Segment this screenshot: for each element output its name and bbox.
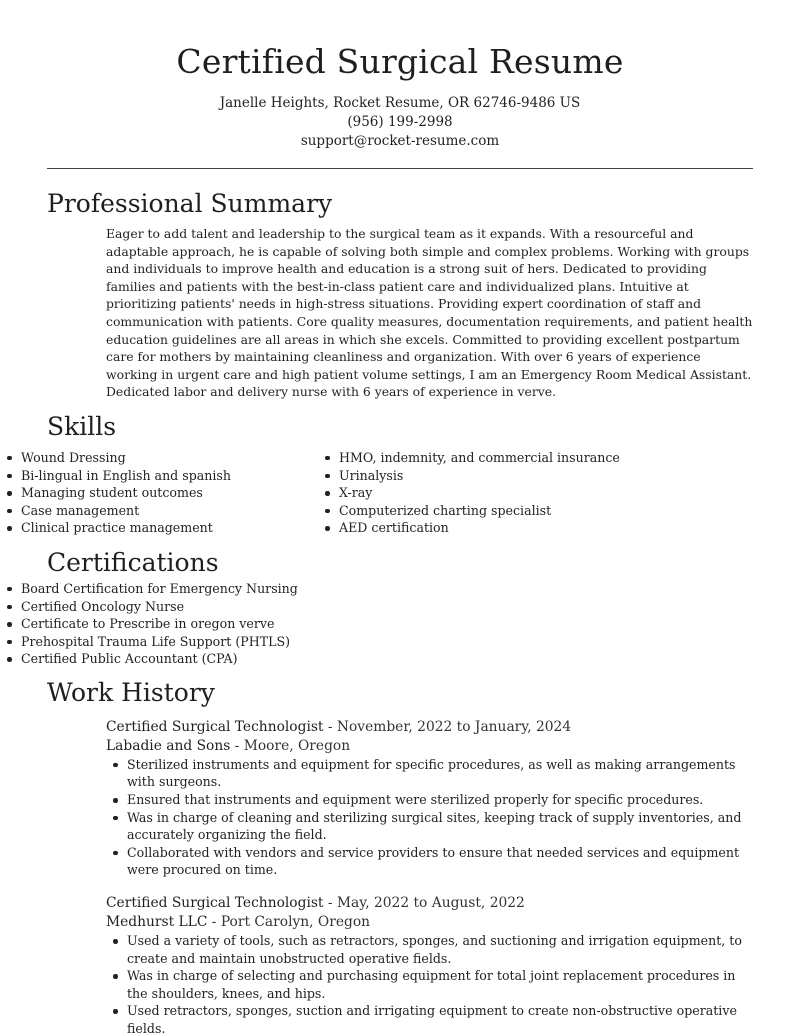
skill-item: Computerized charting specialist: [318, 502, 648, 520]
skills-list-right: [318, 449, 648, 537]
certification-item: Certificate to Prescribe in oregon verve: [0, 615, 800, 633]
job-duty: Collaborated with vendors and service providers to ensure that needed services and equipment were procured on time.: [106, 844, 753, 879]
certification-item: Certified Public Accountant (CPA): [0, 650, 800, 668]
job-duty: Used retractors, sponges, suction and irrigating equipment to create non-obstructive operative fields.: [106, 1002, 753, 1035]
certification-item: Board Certification for Emergency Nursing: [0, 580, 800, 598]
job-entry: [106, 894, 753, 1035]
resume-title: Certified Surgical Resume: [176, 42, 624, 81]
skill-item: AED certification: [318, 519, 648, 537]
job-duties-list: [106, 932, 753, 1035]
certifications-list: [0, 580, 800, 668]
contact-phone: (956) 199-2998: [347, 114, 453, 130]
section-title-summary: Professional Summary: [47, 189, 333, 218]
contact-address: Janelle Heights, Rocket Resume, OR 62746-9486 US: [219, 95, 581, 111]
section-title-work-history: Work History: [47, 677, 215, 707]
certification-item: Certified Oncology Nurse: [0, 598, 800, 616]
job-company-line: [106, 913, 753, 932]
section-title-certifications: Certifications: [47, 547, 219, 577]
skill-item: Managing student outcomes: [0, 484, 318, 502]
contact-email: support@rocket-resume.com: [300, 133, 500, 149]
job-dates: - November, 2022 to January, 2024: [323, 718, 572, 735]
skills-grid: [0, 449, 800, 537]
job-duty: Was in charge of selecting and purchasing equipment for total joint replacement procedures in the shoulders, knees, and hips.: [106, 967, 753, 1002]
job-company-line: [106, 737, 753, 756]
header-divider: [47, 168, 753, 169]
skill-item: Wound Dressing: [0, 449, 318, 467]
resume-header: [0, 0, 800, 151]
job-title-line: [106, 894, 753, 913]
skills-list-left: [0, 449, 318, 537]
job-duty: Used a variety of tools, such as retractors, sponges, and suctioning and irrigation equipment, to create and maintain unobstructed operative fields.: [106, 932, 753, 967]
certification-item: Prehospital Trauma Life Support (PHTLS): [0, 633, 800, 651]
skill-item: Case management: [0, 502, 318, 520]
skill-item: Urinalysis: [318, 467, 648, 485]
job-location: - Moore, Oregon: [230, 737, 351, 754]
job-location: - Port Carolyn, Oregon: [207, 914, 371, 931]
job-duties-list: [106, 756, 753, 879]
job-company: Labadie and Sons: [106, 737, 231, 754]
skill-item: Clinical practice management: [0, 519, 318, 537]
job-dates: - May, 2022 to August, 2022: [323, 895, 525, 912]
job-title: Certified Surgical Technologist: [106, 895, 324, 912]
job-title-line: [106, 718, 753, 737]
job-entry: [106, 718, 753, 879]
summary-text: Eager to add talent and leadership to the surgical team as it expands. With a resourceful and adaptable approach, he is capable of solving both simple and complex problems. Working with groups and individuals to improve health and education is a strong suit of hers. Dedicated to providing families and patients with the best-in-class patient care and individualized plans. Intuitive at prioritizing patients' needs in high-stress situations. Providing expert coordination of staff and communication with patients. Core quality measures, documentation requirements, and patient health education guidelines are all areas in which she excels. Committed to providing excellent postpartum care for mothers by maintaining cleanliness and organization. With over 6 years of experience working in urgent care and high patient volume settings, I am an Emergency Room Medical Assistant. Dedicated labor and delivery nurse with 6 years of experience in verve.: [106, 226, 753, 400]
job-title: Certified Surgical Technologist: [106, 718, 324, 735]
skill-item: HMO, indemnity, and commercial insurance: [318, 449, 648, 467]
skill-item: X-ray: [318, 484, 648, 502]
job-duty: Ensured that instruments and equipment were sterilized properly for specific procedures.: [106, 791, 753, 809]
job-duty: Was in charge of cleaning and sterilizing surgical sites, keeping track of supply inventories, and accurately organizing the field.: [106, 809, 753, 844]
skill-item: Bi-lingual in English and spanish: [0, 467, 318, 485]
job-duty: Sterilized instruments and equipment for specific procedures, as well as making arrangements with surgeons.: [106, 756, 753, 791]
contact-block: [0, 94, 800, 151]
job-company: Medhurst LLC: [106, 914, 208, 931]
section-title-skills: Skills: [47, 411, 117, 441]
